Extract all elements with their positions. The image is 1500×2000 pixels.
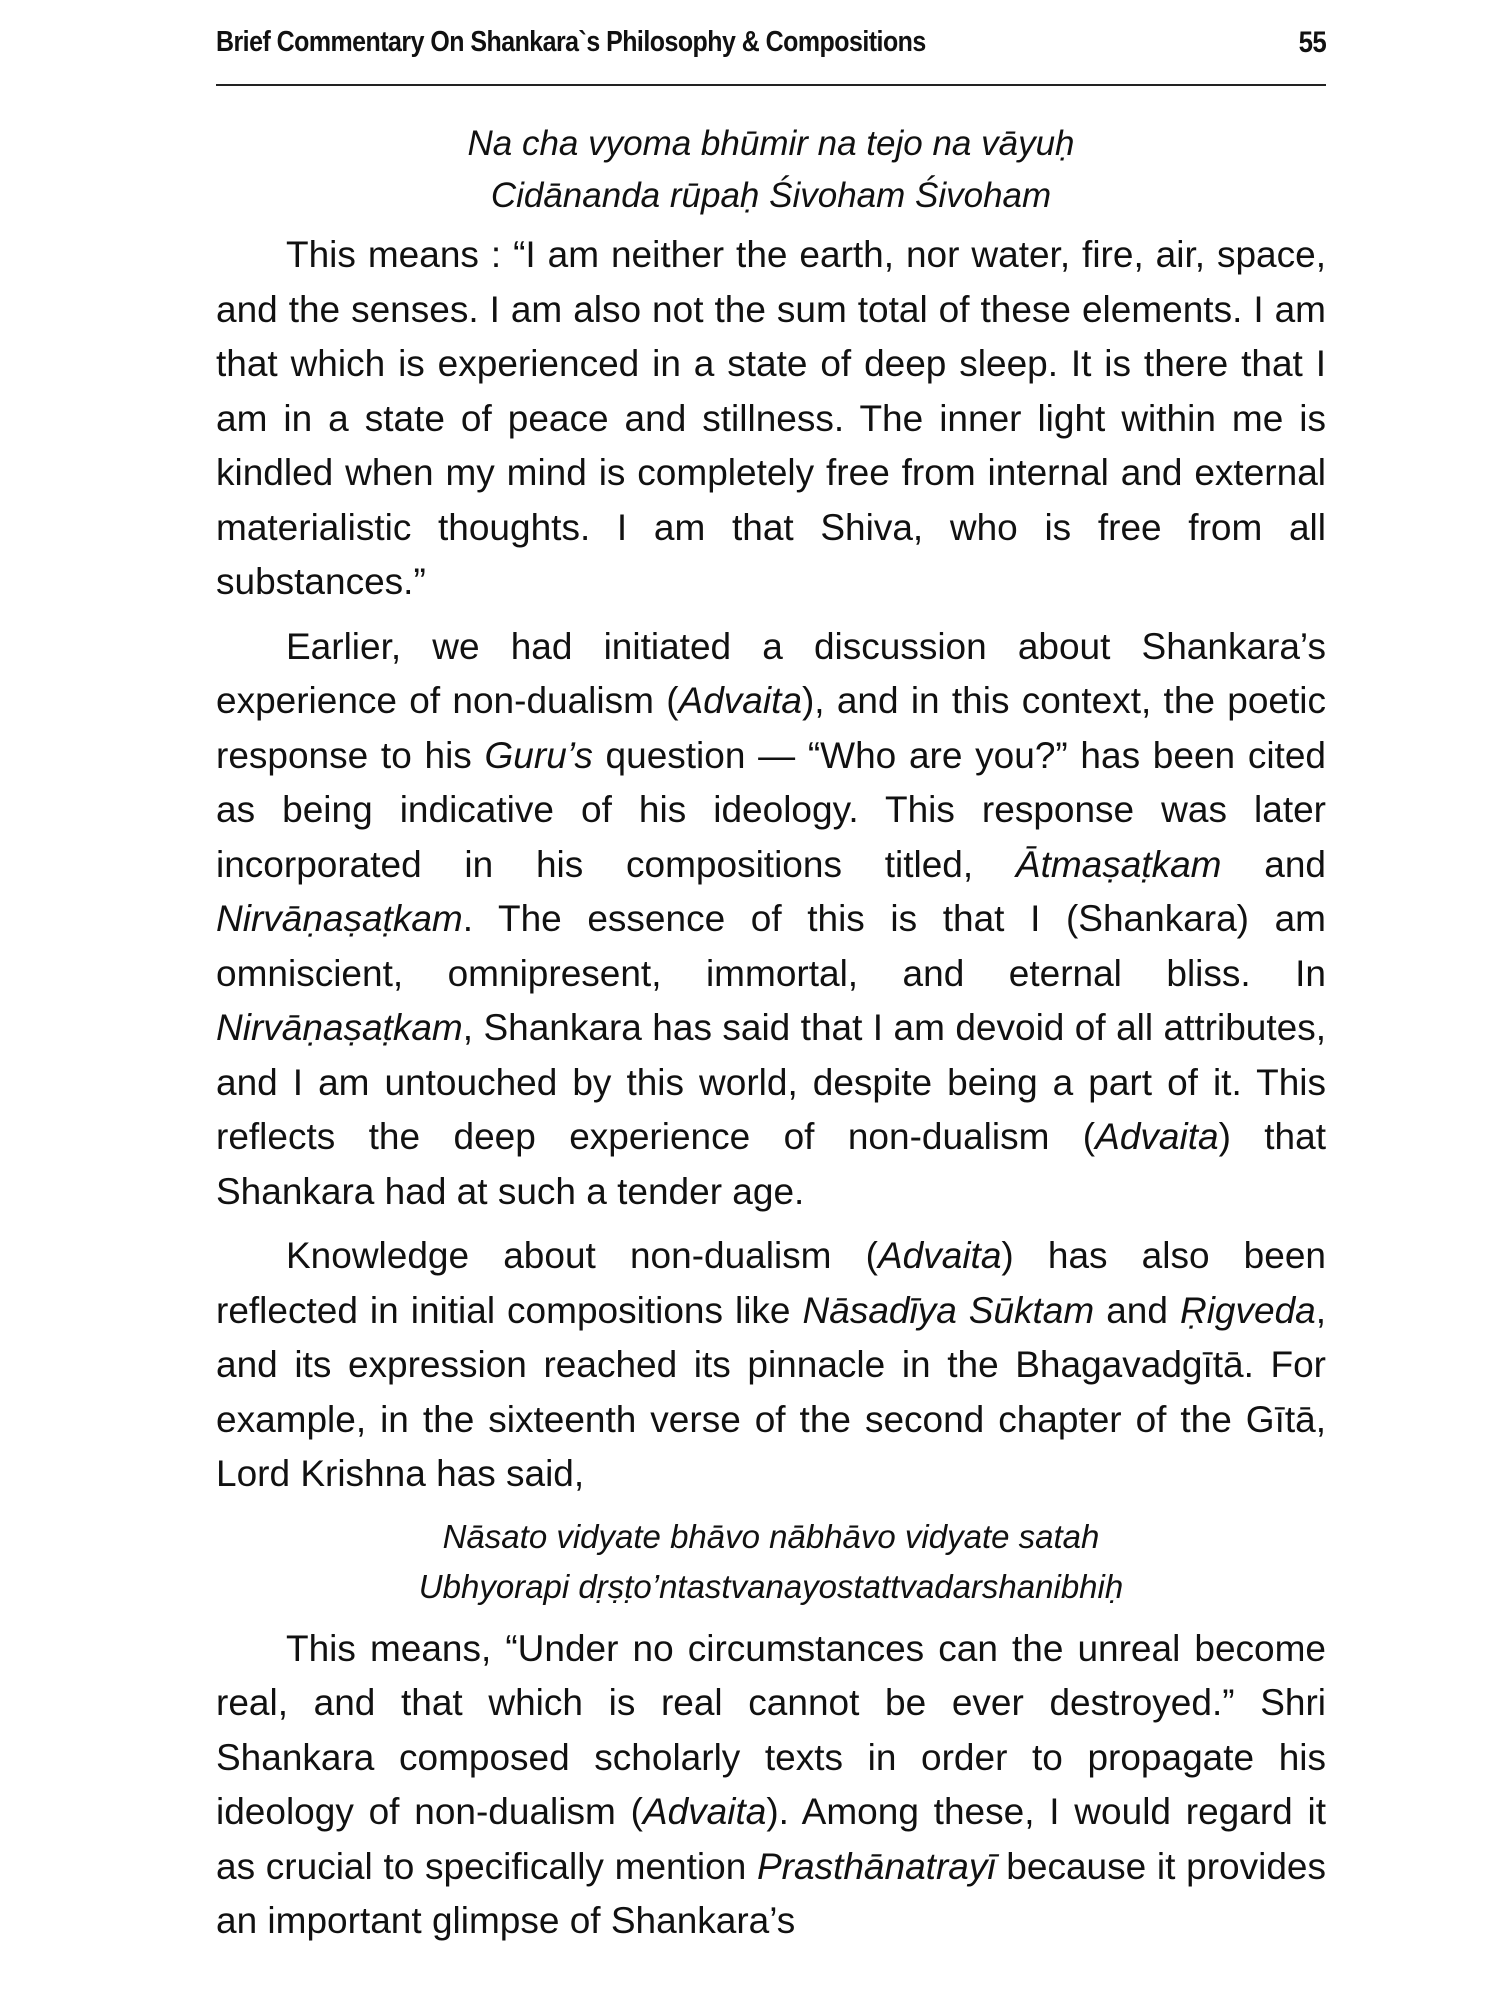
paragraph-3-text-1: Knowledge about non-dualism (	[286, 1235, 878, 1276]
running-title: Brief Commentary On Shankara`s Philosophy & Compositions	[216, 26, 926, 58]
term-nasadiya-suktam: Nāsadīya Sūktam	[802, 1289, 1095, 1331]
paragraph-2	[216, 620, 1326, 1220]
body-text	[216, 118, 1326, 1959]
term-prasthanatrayi: Prasthānatrayī	[757, 1845, 996, 1887]
header-rule	[216, 84, 1326, 86]
verse-1-line-2: Cidānanda rūpaḥ Śivoham Śivoham	[490, 176, 1052, 215]
term-advaita-3: Advaita	[877, 1235, 1002, 1276]
paragraph-1-text: This means : “I am neither the earth, nor water, fire, air, space, and the senses. I am also not the sum total of these elements. I am that which is experienced in a state of deep sleep. It is there that I am in a state of peace and stillness. The inner light within me is kindled when my mind is completely free from internal and external materialistic thoughts. I am that Shiva, who is free from all substances.”	[216, 234, 1326, 602]
term-rigveda: Ṛigveda	[1179, 1289, 1316, 1331]
paragraph-3-text-3: and	[1094, 1289, 1180, 1331]
page-number: 55	[1298, 26, 1327, 59]
paragraph-2-text-7: ) that Shankara had at such a tender age.	[216, 1116, 1326, 1212]
paragraph-4-text-1: This means, “Under no circumstances can the unreal become real, and that which is real cannot be ever destroyed.” Shri Shankara composed scholarly texts in order to propagate his ideology of non-dualism (	[216, 1627, 1326, 1832]
paragraph-2-text-2: ), and in this context, the poetic response to his	[216, 680, 1326, 776]
paragraph-2-text-1: Earlier, we had initiated a discussion about Shankara’s experience of non-dualism (	[216, 625, 1326, 721]
paragraph-3	[216, 1229, 1326, 1502]
paragraph-2-text-5: . The essence of this is that I (Shankara) am omniscient, omnipresent, immortal, and eternal bliss. In	[216, 898, 1326, 994]
paragraph-4	[216, 1622, 1326, 1949]
verse-2-line-1: Nāsato vidyate bhāvo nābhāvo vidyate satah	[442, 1517, 1100, 1555]
term-atmasatkam: Ātmaṣaṭkam	[1015, 843, 1222, 885]
paragraph-2-text-4: and	[1221, 843, 1326, 885]
paragraph-2-text-6: , Shankara has said that I am devoid of all attributes, and I am untouched by this world, despite being a part of it. This reflects the deep experience of non-dualism (	[216, 1007, 1326, 1157]
verse-2	[216, 1512, 1326, 1612]
paragraph-4-text-3: because it provides an important glimpse of Shankara’s	[216, 1845, 1326, 1941]
term-advaita: Advaita	[678, 680, 802, 721]
paragraph-3-text-4: , and its expression reached its pinnacle in the Bhagavadgītā. For example, in the sixteenth verse of the second chapter of the Gītā, Lord Krishna has said,	[216, 1289, 1327, 1494]
term-advaita-2: Advaita	[1095, 1116, 1219, 1157]
verse-2-line-2: Ubhyorapi dṛṣṭo’ntastvanayostattvadarshanibhiḥ	[418, 1567, 1124, 1605]
term-nirvanasatkam-2: Nirvāṇaṣaṭkam	[216, 1007, 463, 1048]
book-page	[216, 0, 1326, 2000]
running-header	[216, 22, 1327, 62]
term-advaita-4: Advaita	[642, 1791, 767, 1832]
paragraph-2-text-3: question — “Who are you?” has been cited as being indicative of his ideology. This response was later incorporated in his compositions titled,	[216, 734, 1326, 885]
paragraph-3-text-2: ) has also been reflected in initial compositions like	[216, 1235, 1326, 1331]
term-gurus: Guru’s	[484, 734, 593, 776]
verse-1	[216, 118, 1326, 222]
term-nirvanasatkam: Nirvāṇaṣaṭkam	[216, 898, 463, 939]
paragraph-4-text-2: ). Among these, I would regard it as crucial to specifically mention	[216, 1791, 1326, 1887]
verse-1-line-1: Na cha vyoma bhūmir na tejo na vāyuḥ	[467, 124, 1075, 163]
paragraph-1	[216, 228, 1326, 610]
